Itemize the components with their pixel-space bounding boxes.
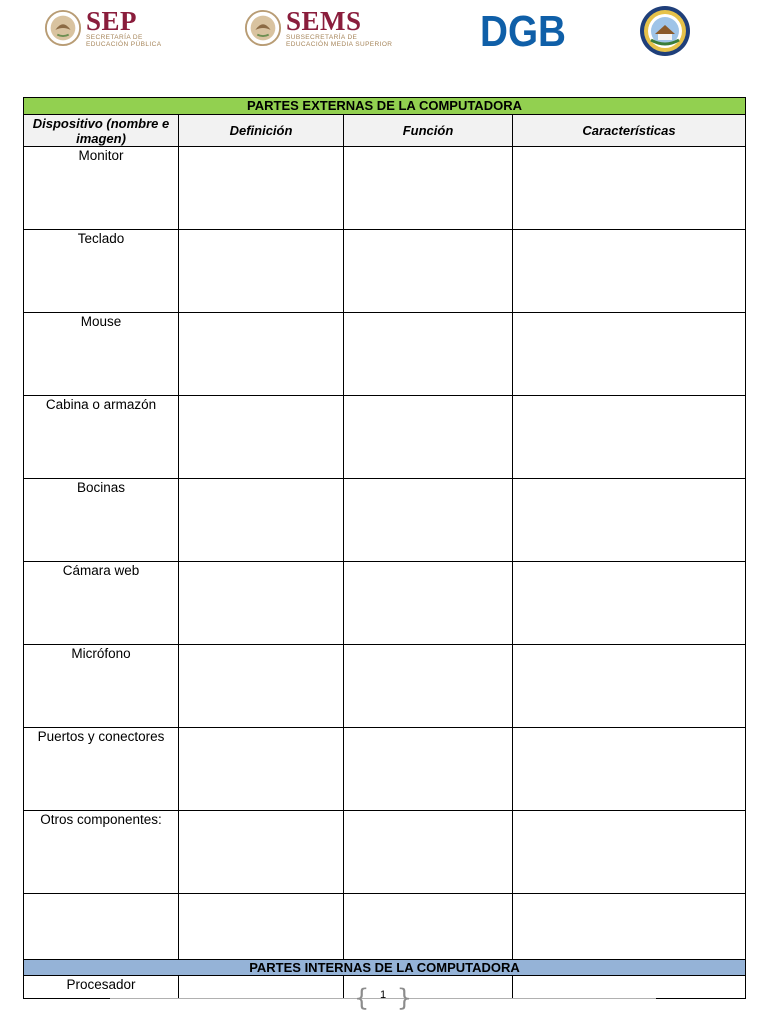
sems-title: SEMS [286,6,362,36]
table-row [24,479,746,562]
function-cell[interactable] [344,645,513,728]
table-row [24,811,746,894]
page-number-value: 1 [379,989,387,1001]
characteristics-cell[interactable] [513,728,746,811]
external-parts-title: PARTES EXTERNAS DE LA COMPUTADORA [24,98,746,115]
device-name: Teclado [24,230,179,313]
dgb-logo [478,6,568,56]
column-header-function: Función [344,115,513,147]
device-name: Cabina o armazón [24,396,179,479]
definition-cell[interactable] [179,396,344,479]
school-seal [638,4,692,58]
table-row [24,230,746,313]
external-parts-band [24,98,746,115]
function-cell[interactable] [344,728,513,811]
dgb-logo-mark [478,6,568,56]
definition-cell[interactable] [179,562,344,645]
characteristics-cell[interactable] [513,976,746,999]
function-cell[interactable] [344,811,513,894]
school-seal-icon [638,4,692,58]
column-header-characteristics: Características [513,115,746,147]
sems-line2: EDUCACIÓN MEDIA SUPERIOR [286,41,393,48]
header-logos [0,0,768,70]
device-name: Mouse [24,313,179,396]
function-cell[interactable] [344,230,513,313]
definition-cell[interactable] [179,147,344,230]
table-row [24,728,746,811]
definition-cell[interactable] [179,479,344,562]
definition-cell[interactable] [179,313,344,396]
sep-logo [44,8,161,48]
sems-line1: SUBSECRETARÍA DE [286,34,358,41]
computer-parts-table [23,97,746,999]
sep-line1: SECRETARÍA DE [86,34,143,41]
characteristics-cell[interactable] [513,811,746,894]
column-headers [24,115,746,147]
device-name: Cámara web [24,562,179,645]
table-row [24,645,746,728]
page-number [354,984,412,1012]
column-header-device: Dispositivo (nombre e imagen) [24,115,179,147]
characteristics-cell[interactable] [513,645,746,728]
device-name: Procesador [24,976,179,999]
characteristics-cell[interactable] [513,562,746,645]
internal-parts-band [24,960,746,976]
function-cell[interactable] [344,313,513,396]
function-cell[interactable] [344,479,513,562]
table-row [24,562,746,645]
characteristics-cell[interactable] [513,894,746,960]
function-cell[interactable] [344,894,513,960]
characteristics-cell[interactable] [513,147,746,230]
device-name: Micrófono [24,645,179,728]
device-name[interactable] [24,894,179,960]
column-header-definition: Definición [179,115,344,147]
definition-cell[interactable] [179,728,344,811]
definition-cell[interactable] [179,645,344,728]
function-cell[interactable] [344,147,513,230]
table-row [24,147,746,230]
function-cell[interactable] [344,396,513,479]
mexican-eagle-emblem-icon [44,9,82,47]
right-brace-icon: } [396,984,412,1012]
sems-logo [244,8,392,48]
internal-parts-title: PARTES INTERNAS DE LA COMPUTADORA [24,960,746,976]
table-row [24,396,746,479]
dgb-title: DGB [480,7,566,56]
mexican-eagle-emblem-icon [244,9,282,47]
sep-title: SEP [86,6,138,36]
device-name: Otros componentes: [24,811,179,894]
definition-cell[interactable] [179,230,344,313]
characteristics-cell[interactable] [513,230,746,313]
characteristics-cell[interactable] [513,313,746,396]
definition-cell[interactable] [179,976,344,999]
device-name: Puertos y conectores [24,728,179,811]
left-brace-icon: { [354,984,370,1012]
sep-line2: EDUCACIÓN PÚBLICA [86,41,162,48]
device-name: Bocinas [24,479,179,562]
function-cell[interactable] [344,562,513,645]
table-row [24,894,746,960]
table-row [24,313,746,396]
definition-cell[interactable] [179,894,344,960]
characteristics-cell[interactable] [513,479,746,562]
characteristics-cell[interactable] [513,396,746,479]
definition-cell[interactable] [179,811,344,894]
device-name: Monitor [24,147,179,230]
